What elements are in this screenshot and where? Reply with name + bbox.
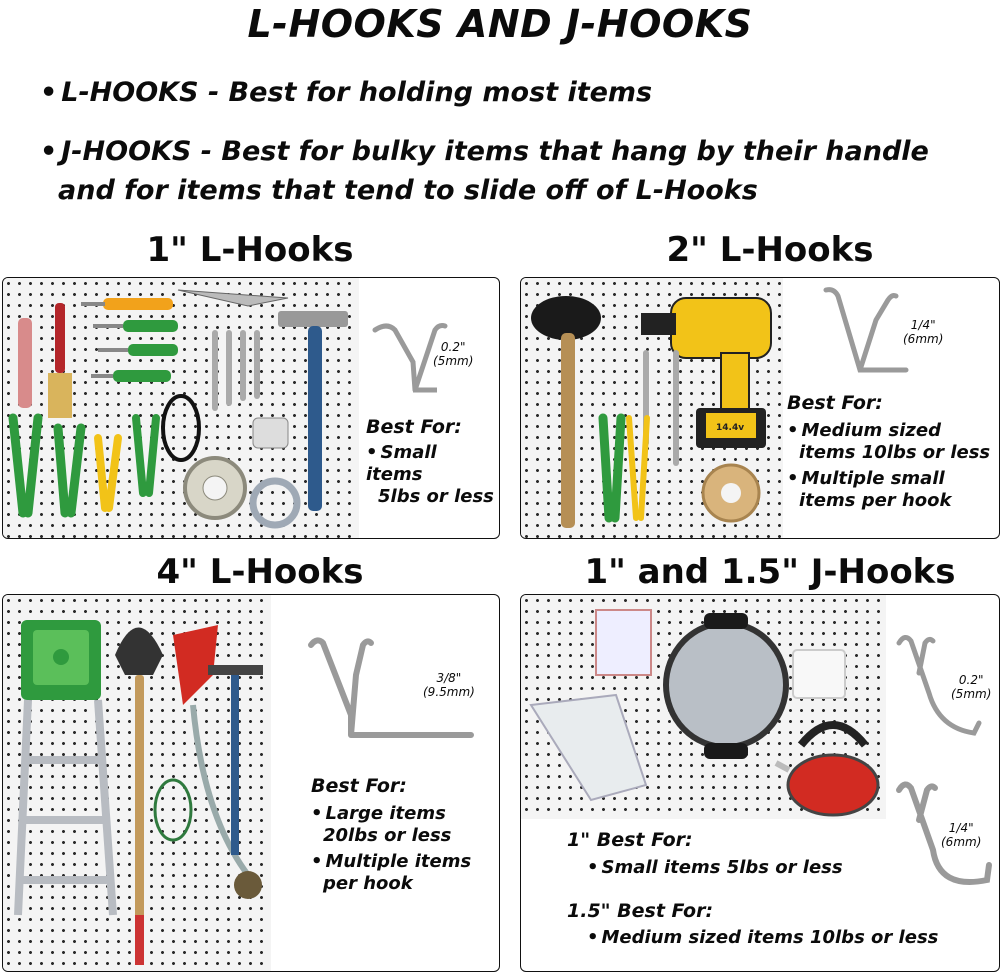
best-for-item: • Small items (366, 442, 437, 485)
best-for-item: • Medium sized (787, 420, 941, 441)
best-for-item: • Multiple items (311, 851, 472, 872)
bullet-j-hooks-continued (58, 172, 758, 210)
bullet-l-hooks (40, 74, 652, 112)
bullet-dot-icon: • (787, 468, 799, 489)
hook-dimension-small (951, 673, 991, 701)
panel-4in-l-hooks (2, 594, 500, 972)
items-illustration (521, 595, 886, 819)
pegboard-photo (3, 278, 359, 538)
pegboard-photo (3, 595, 271, 971)
bullet-dot-icon: • (787, 420, 799, 441)
best-for-item-cont: items 10lbs or less (799, 442, 991, 463)
pegboard-photo (521, 278, 783, 538)
best-for-list (787, 420, 990, 512)
bullet-j-hooks (40, 133, 929, 171)
panel-j-hooks (520, 594, 1000, 972)
dimension-mm: (5mm) (951, 687, 992, 701)
best-for-list (311, 803, 471, 895)
heading-4in-l-hooks: 4" L-Hooks (156, 552, 364, 592)
best-for-item-cont: per hook (323, 873, 413, 894)
hook-dimension (903, 318, 943, 346)
best-for-label: Best For: (311, 775, 407, 797)
best-for-item-cont: 5lbs or less (378, 486, 494, 507)
best-for-item-cont: items per hook (799, 490, 952, 511)
dimension-inches: 0.2" (440, 340, 466, 354)
bullet-dot-icon: • (587, 857, 599, 878)
dimension-inches: 1/4" (910, 318, 936, 332)
best-for-1in-item: • Small items 5lbs or less (587, 857, 843, 878)
bullet-dot-icon: • (40, 77, 58, 108)
bullet-text: J-HOOKS - Best for bulky items that hang by their handle (61, 136, 929, 167)
heading-1in-l-hooks: 1" L-Hooks (146, 230, 354, 270)
bullet-dot-icon: • (366, 442, 378, 463)
pegboard-photo (521, 595, 886, 819)
best-for-1-5in-item: • Medium sized items 10lbs or less (587, 927, 939, 948)
heading-j-hooks: 1" and 1.5" J-Hooks (584, 552, 956, 592)
bullet-dot-icon: • (587, 927, 599, 948)
best-for-item: • Large items (311, 803, 446, 824)
dimension-mm: (6mm) (941, 835, 982, 849)
hook-illustration-icon (826, 290, 906, 375)
bullet-dot-icon: • (311, 803, 323, 824)
best-for-1-5in-label: 1.5" Best For: (567, 900, 714, 922)
bullet-text: and for items that tend to slide off of L-Hooks (58, 175, 758, 206)
panel-1in-l-hooks (2, 277, 500, 539)
dimension-inches: 0.2" (958, 673, 984, 687)
best-for-item-cont: 20lbs or less (323, 825, 452, 846)
hook-dimension (423, 671, 475, 699)
battery-label: 14.4v (716, 423, 745, 433)
best-for-1in-label: 1" Best For: (567, 829, 693, 851)
page-title: L-HOOKS AND J-HOOKS (247, 2, 753, 46)
dimension-inches: 3/8" (436, 671, 462, 685)
tools-illustration (3, 595, 271, 971)
tools-illustration (521, 278, 783, 538)
heading-2in-l-hooks: 2" L-Hooks (666, 230, 874, 270)
bullet-text: L-HOOKS - Best for holding most items (61, 77, 653, 108)
tools-illustration (3, 278, 359, 538)
hook-dimension (433, 340, 473, 368)
hook-dimension-large (941, 821, 981, 849)
panel-2in-l-hooks (520, 277, 1000, 539)
dimension-mm: (6mm) (903, 332, 944, 346)
best-for-item: • Multiple small (787, 468, 945, 489)
dimension-inches: 1/4" (948, 821, 974, 835)
best-for-list (366, 442, 499, 508)
dimension-mm: (9.5mm) (423, 685, 475, 699)
bullet-dot-icon: • (40, 136, 58, 167)
best-for-label: Best For: (366, 416, 462, 438)
best-for-label: Best For: (787, 392, 883, 414)
bullet-dot-icon: • (311, 851, 323, 872)
dimension-mm: (5mm) (433, 354, 474, 368)
